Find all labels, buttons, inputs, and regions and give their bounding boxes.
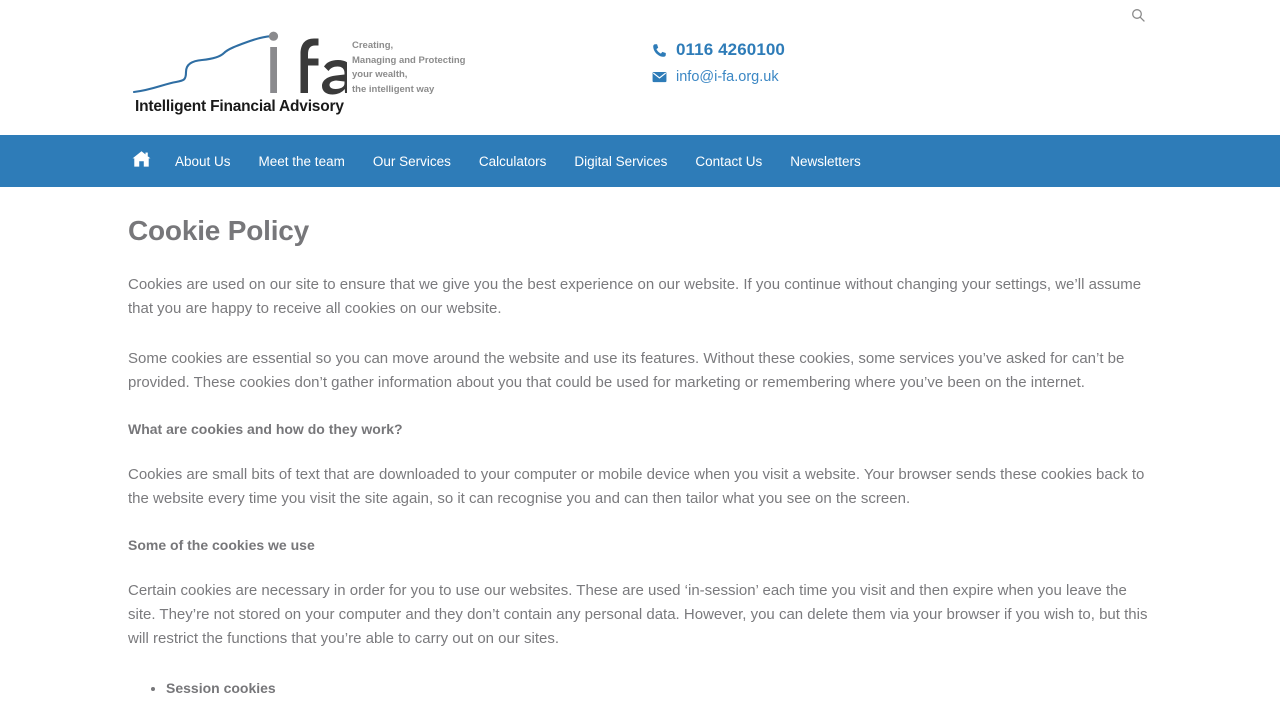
section-heading-what-are-cookies: What are cookies and how do they work? (128, 421, 403, 437)
tagline-line-2: Managing and Protecting (352, 54, 466, 66)
home-icon (132, 150, 151, 173)
email-row[interactable] (652, 69, 785, 85)
nav-item-contact-us[interactable]: Contact Us (695, 153, 763, 169)
nav-item-digital-services[interactable]: Digital Services (574, 153, 668, 169)
policy-paragraph-2: Some cookies are essential so you can move around the website and use its features. Without these cookies, some services you’ve asked for can’t be provided. These cookies don’t gather information about you that could be used for marketing or remembering where you’ve been on the internet. (128, 350, 1125, 391)
ifa-logo-icon (132, 28, 347, 100)
brand-logo[interactable] (132, 28, 492, 123)
phone-row[interactable] (652, 40, 785, 60)
header-contact-block (652, 40, 785, 94)
envelope-icon (652, 71, 672, 83)
nav-item-meet-the-team[interactable]: Meet the team (258, 153, 345, 169)
main-navigation (0, 135, 1280, 187)
top-search-bar (0, 0, 1280, 30)
tagline-line-1: Creating, (352, 40, 394, 51)
site-header (0, 30, 1280, 135)
nav-item-calculators[interactable]: Calculators (478, 153, 547, 169)
tagline-line-3: your wealth, (352, 69, 408, 81)
email-address[interactable]: info@i-fa.org.uk (676, 69, 779, 85)
policy-paragraph-1: Cookies are used on our site to ensure that we give you the best experience on our website. If you continue without changing your settings, we’ll assume that you are happy to receive all cookies on our website. (128, 276, 1142, 317)
main-content (128, 187, 1152, 699)
brand-company-name: Intelligent Financial Advisory (135, 98, 344, 115)
page-title: Cookie Policy (128, 215, 310, 246)
list-item: • Session cookies (166, 677, 1152, 699)
section-heading-cookies-we-use: Some of the cookies we use (128, 537, 315, 553)
nav-item-home[interactable] (128, 135, 161, 187)
phone-icon (652, 43, 672, 58)
tagline-line-4: the intelligent way (352, 83, 435, 95)
phone-number: 0116 4260100 (676, 40, 785, 59)
search-icon[interactable] (1129, 6, 1147, 24)
policy-paragraph-3: Cookies are small bits of text that are downloaded to your computer or mobile device when you visit a website. Your browser sends these cookies back to the website every time you visit the site again, so it can recognise you and can then tailor what you see on the screen. (128, 466, 1145, 507)
nav-item-our-services[interactable]: Our Services (372, 153, 451, 169)
cookie-types-list (166, 677, 1152, 699)
nav-item-about-us[interactable]: About Us (175, 153, 231, 169)
nav-item-newsletters[interactable]: Newsletters (790, 153, 861, 169)
brand-tagline (352, 39, 465, 97)
policy-paragraph-4: Certain cookies are necessary in order for you to use our websites. These are used ‘in-session’ each time you visit and then expire when you leave the site. They’re not stored on your computer and they don’t contain any personal data. However, you can delete them via your browser if you wish to, but this will restrict the functions that you’re able to carry out on our sites. (128, 582, 1148, 647)
